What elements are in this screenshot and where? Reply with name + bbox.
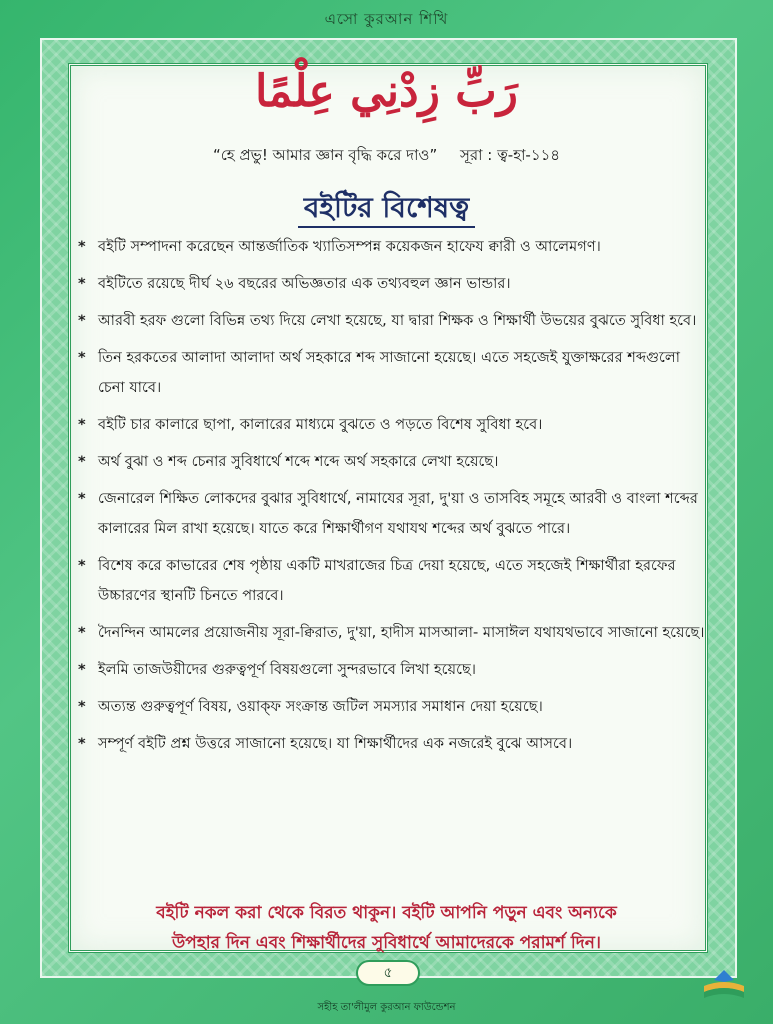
list-item-text: অর্থ বুঝা ও শব্দ চেনার সুবিধার্থে শব্দে শব্দে অর্থ সহকারে লেখা হয়েছে। bbox=[98, 453, 499, 470]
bullet-star: * bbox=[78, 624, 86, 641]
bullet-star: * bbox=[78, 661, 86, 678]
list-item-text: জেনারেল শিক্ষিত লোকদের বুঝার সুবিধার্থে, নামাযের সূরা, দু'য়া ও তাসবিহ সমূহে আরবী ও বাংলা শব্দের কালারের মিল রাখা হয়েছে। যাতে করে শিক্ষার্থীগণ যথাযথ শব্দের অর্থ বুঝতে পারে। bbox=[98, 490, 698, 537]
list-item bbox=[78, 410, 706, 440]
bullet-star: * bbox=[78, 238, 86, 255]
list-item-text: তিন হরকতের আলাদা আলাদা অর্থ সহকারে শব্দ সাজানো হয়েছে। এতে সহজেই যুক্তাক্ষরের শব্দগুলো চেনা যাবে। bbox=[98, 349, 681, 396]
list-item bbox=[78, 618, 706, 648]
arabic-verse: رَبِّ زِدْنِي عِلْمًا bbox=[255, 66, 518, 117]
page-heading bbox=[0, 186, 773, 233]
list-item bbox=[78, 655, 706, 685]
list-item bbox=[78, 232, 706, 262]
list-item-text: বইটি চার কালারে ছাপা, কালারের মাধ্যমে বুঝতে ও পড়তে বিশেষ সুবিধা হবে। bbox=[98, 416, 543, 433]
book-title-header: এসো কুরআন শিখি bbox=[324, 10, 449, 28]
list-item bbox=[78, 551, 706, 611]
bullet-star: * bbox=[78, 275, 86, 292]
book-logo-icon bbox=[700, 968, 748, 1002]
list-item-text: অত্যন্ত গুরুত্বপূর্ণ বিষয়, ওয়াক্ফ সংক্রান্ত জটিল সমস্যার সমাধান দেয়া হয়েছে। bbox=[98, 698, 543, 715]
bullet-star: * bbox=[78, 416, 86, 433]
bullet-star: * bbox=[78, 557, 86, 574]
list-item-text: ইলমি তাজউয়ীদের গুরুত্বপূর্ণ বিষয়গুলো সুন্দরভাবে লিখা হয়েছে। bbox=[98, 661, 477, 678]
list-item bbox=[78, 343, 706, 403]
heading-text: বইটির বিশেষত্ব bbox=[298, 191, 475, 228]
copyright-notice bbox=[0, 898, 773, 958]
bullet-star: * bbox=[78, 490, 86, 507]
notice-line-2: উপহার দিন এবং শিক্ষার্থীদের সুবিধার্থে আমাদেরকে পরামর্শ দিন। bbox=[172, 933, 601, 953]
page-number: ৫ bbox=[356, 960, 420, 986]
list-item bbox=[78, 484, 706, 544]
list-item bbox=[78, 692, 706, 722]
publisher-name: সহীহ তা'লীমুল কুরআন ফাউন্ডেশন bbox=[317, 1002, 456, 1013]
sura-reference: সূরা : ত্ব-হা-১১৪ bbox=[460, 146, 561, 164]
bullet-star: * bbox=[78, 349, 86, 366]
bullet-star: * bbox=[78, 453, 86, 470]
list-item-text: দৈনন্দিন আমলের প্রয়োজনীয় সূরা-ক্বিরাত, দু'য়া, হাদীস মাসআলা- মাসাঈল যথাযথভাবে সাজানো হয়েছে। bbox=[98, 624, 705, 641]
bullet-star: * bbox=[78, 312, 86, 329]
list-item bbox=[78, 306, 706, 336]
list-item-text: সম্পূর্ণ বইটি প্রশ্ন উত্তরে সাজানো হয়েছে। যা শিক্ষার্থীদের এক নজরেই বুঝে আসবে। bbox=[98, 735, 573, 752]
list-item-text: বইটিতে রয়েছে দীর্ঘ ২৬ বছরের অভিজ্ঞতার এক তথ্যবহুল জ্ঞান ভান্ডার। bbox=[98, 275, 511, 292]
notice-line-1: বইটি নকল করা থেকে বিরত থাকুন। বইটি আপনি পড়ুন এবং অন্যকে bbox=[156, 903, 617, 923]
list-item bbox=[78, 729, 706, 759]
list-item-text: আরবী হরফ গুলো বিভিন্ন তথ্য দিয়ে লেখা হয়েছে, যা দ্বারা শিক্ষক ও শিক্ষার্থী উভয়ের বুঝতে সুবিধা হবে। bbox=[98, 312, 697, 329]
verse-translation bbox=[0, 144, 773, 169]
list-item bbox=[78, 269, 706, 299]
quote-text: “হে প্রভু! আমার জ্ঞান বৃদ্ধি করে দাও” bbox=[212, 146, 438, 164]
bullet-star: * bbox=[78, 698, 86, 715]
list-item-text: বইটি সম্পাদনা করেছেন আন্তর্জাতিক খ্যাতিসম্পন্ন কয়েকজন হাফেয ক্বারী ও আলেমগণ। bbox=[98, 238, 601, 255]
bullet-star: * bbox=[78, 735, 86, 752]
list-item bbox=[78, 447, 706, 477]
feature-list bbox=[78, 232, 706, 766]
list-item-text: বিশেষ করে কাভারের শেষ পৃষ্ঠায় একটি মাখরাজের চিত্র দেয়া হয়েছে, এতে সহজেই শিক্ষার্থীরা হরফের উচ্চারণের স্থানটি চিনতে পারবে। bbox=[98, 557, 676, 604]
